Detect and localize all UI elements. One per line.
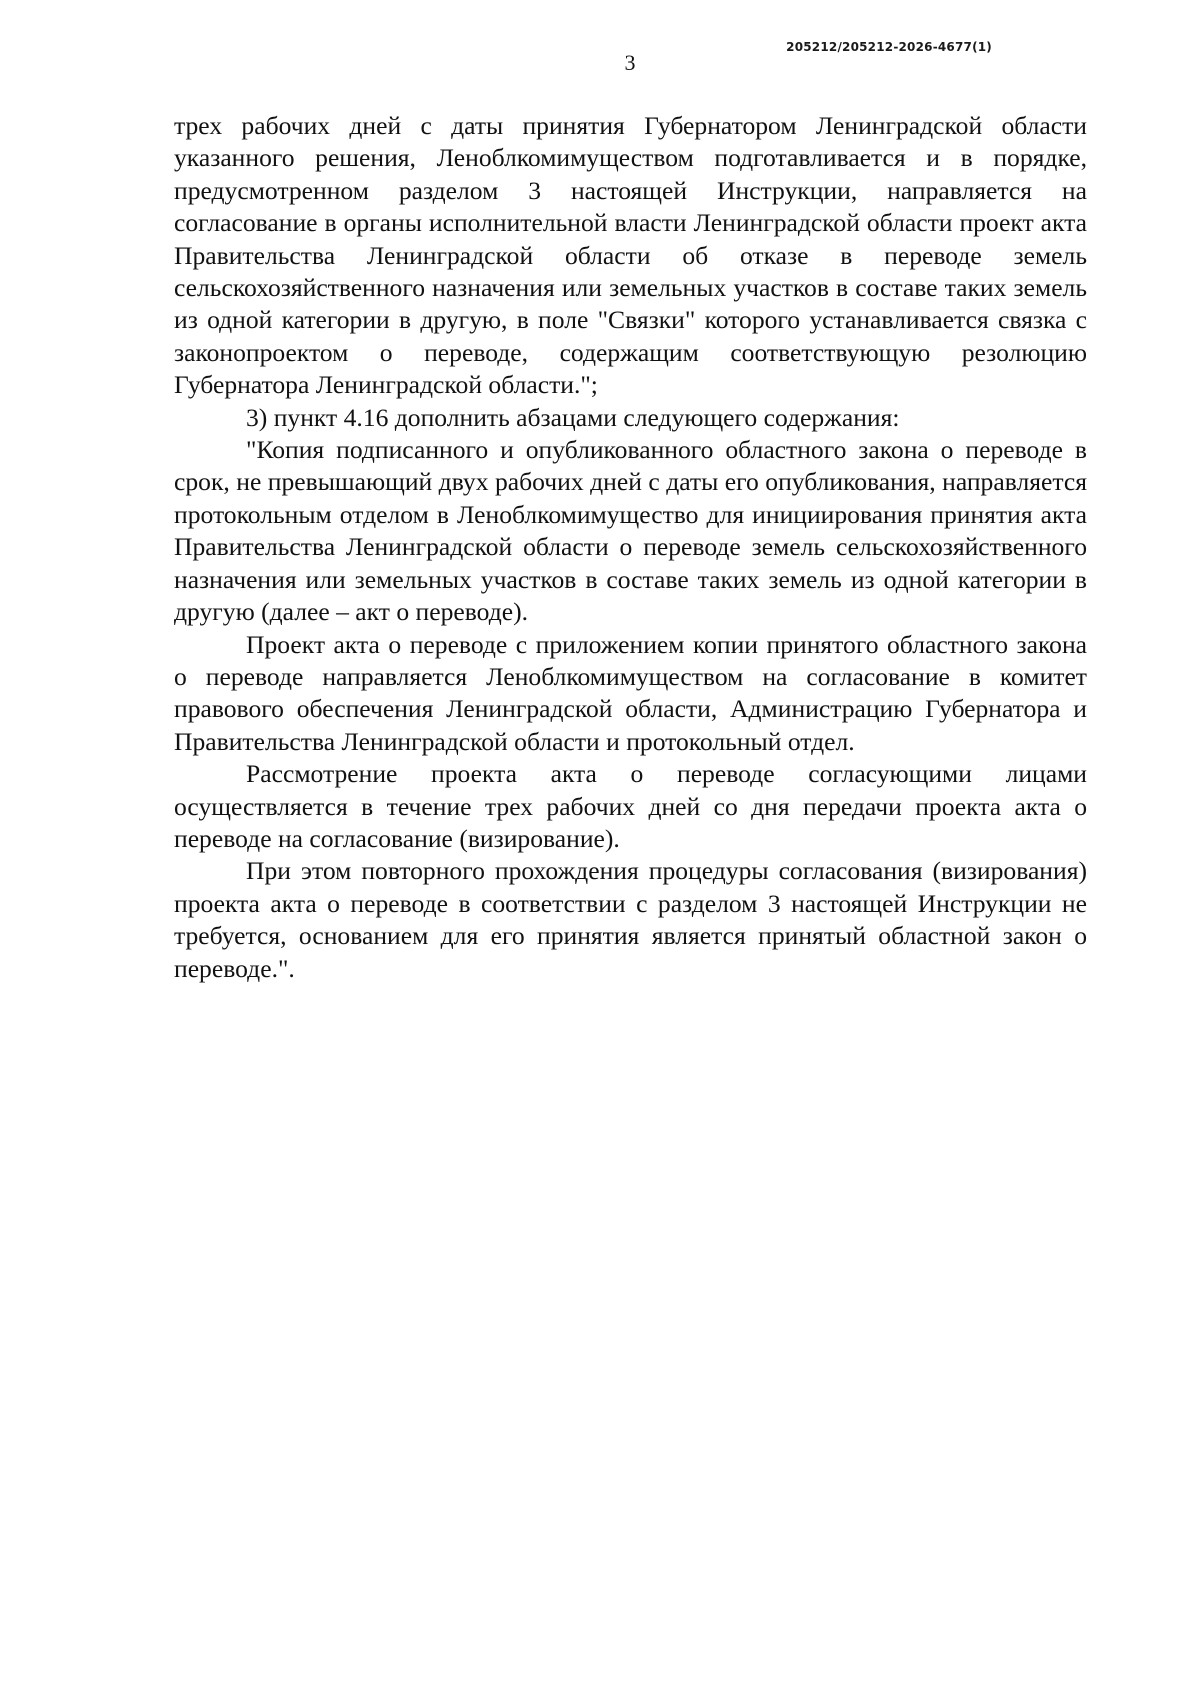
paragraph-item-3: 3) пункт 4.16 дополнить абзацами следующего содержания: [246,402,900,432]
paragraph-continuation: трех рабочих дней с даты принятия Губернатором Ленинградской области указанного решения, Леноблкомимуществом подготавливается и в порядке, предусмотренном разделом 3 настоящей Инструкции, направляется на согласование в органы исполнительной власти Ленинградской области проект акта Правительства Ленинградской области об отказе в переводе земель сельскохозяйственного назначения или земельных участков в составе таких земель из одной категории в другую, в поле "Связки" которого устанавливается связка с законопроектом о переводе, содержащим соответствующую резолюцию Губернатора Ленинградской области."; [174,111,1087,400]
paragraph-review: Рассмотрение проекта акта о переводе согласующими лицами осуществляется в течение трех рабочих дней со дня передачи проекта акта о переводе на согласование (визирование). [174,759,1087,853]
paragraph-project-act: Проект акта о переводе с приложением копии принятого областного закона о переводе направляется Леноблкомимуществом на согласование в комитет правового обеспечения Ленинградской области, Администрацию Губернатора и Правительства Ленинградской области и протокольный отдел. [174,629,1087,756]
paragraph-no-repeat: При этом повторного прохождения процедуры согласования (визирования) проекта акта о переводе в соответствии с разделом 3 настоящей Инструкции не требуется, основанием для его принятия является принятый областной закон о переводе.". [174,856,1087,983]
document-id: 205212/205212-2026-4677(1) [786,40,992,54]
document-body [174,110,1087,985]
paragraph-quote-copy: "Копия подписанного и опубликованного областного закона о переводе в срок, не превышающий двух рабочих дней с даты его опубликования, направляется протокольным отделом в Леноблкомимущество для инициирования принятия акта Правительства Ленинградской области о переводе земель сельскохозяйственного назначения или земельных участков в составе таких земель из одной категории в другую (далее – акт о переводе). [174,435,1087,627]
page-number: 3 [624,50,636,75]
